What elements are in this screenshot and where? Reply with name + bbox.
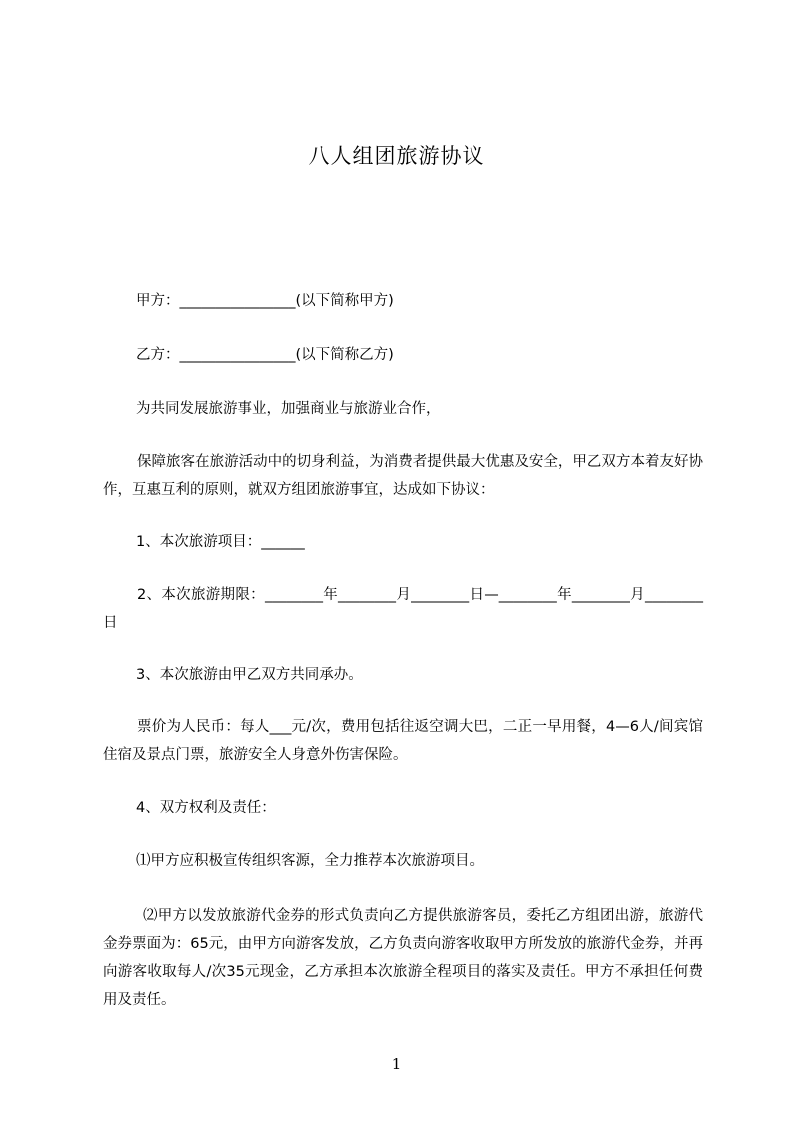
intro-paragraph: 保障旅客在旅游活动中的切身利益，为消费者提供最大优惠及安全，甲乙双方本着友好协作，互惠互利的原则，就双方组团旅游事宜，达成如下协议：: [103, 454, 703, 498]
item-4: 4、双方权利及责任：: [136, 800, 276, 816]
clause-2: ⑵甲方以发放旅游代金券的形式负责向乙方提供旅游客员，委托乙方组团出游，旅游代金券票面为：65元，由甲方向游客发放，乙方负责向游客收取甲方所发放的旅游代金券，并再向游客收取每人/次35元现金，乙方承担本次旅游全程项目的落实及责任。甲方不承担任何费用及责任。: [103, 908, 703, 1008]
party-a-line: 甲方：________________(以下简称甲方): [136, 293, 394, 309]
item-3: 3、本次旅游由甲乙双方共同承办。: [136, 667, 363, 683]
document-title: 八人组团旅游协议: [308, 144, 485, 168]
party-b-line: 乙方：________________(以下简称乙方): [136, 347, 394, 363]
intro-line-1: 为共同发展旅游事业，加强商业与旅游业合作，: [136, 401, 441, 417]
page-number: 1: [391, 1055, 402, 1073]
item-1: 1、本次旅游项目：______: [136, 534, 305, 550]
clause-1: ⑴甲方应积极宣传组织客源，全力推荐本次旅游项目。: [136, 853, 484, 869]
price-paragraph: 票价为人民币：每人___元/次，费用包括往返空调大巴，二正一早用餐，4—6人/间宾馆住宿及景点门票，旅游安全人身意外伤害保险。: [103, 719, 703, 763]
item-2: 2、本次旅游期限：________年________月________日—________年________月________日: [103, 587, 703, 631]
